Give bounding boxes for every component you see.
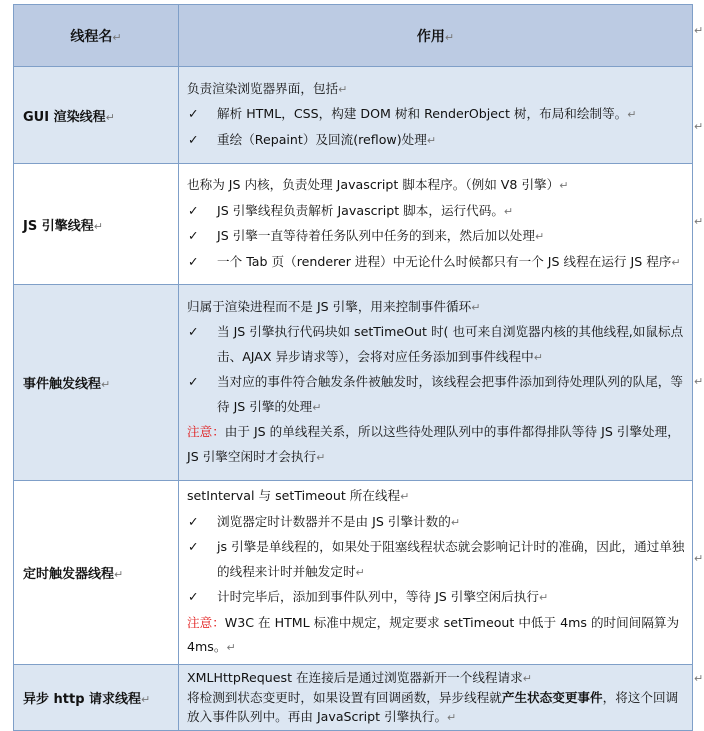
check-icon: ✓	[188, 106, 199, 122]
bullet-text	[217, 102, 686, 128]
thread-role-cell	[179, 481, 693, 665]
paragraph-mark: ↵	[694, 120, 704, 133]
return-mark: ↵	[426, 133, 437, 147]
bullet-text-content: 解析 HTML，CSS，构建 DOM 树和 RenderObject 树，布局和绘制等。	[217, 106, 628, 122]
header-role	[179, 5, 693, 67]
thread-name-cell	[14, 67, 179, 164]
return-mark: ↵	[538, 591, 549, 604]
thread-role-cell	[179, 164, 693, 285]
return-mark: ↵	[559, 179, 569, 192]
bullet-text	[217, 370, 686, 420]
role-line-text: 将检测到状态变更时，如果设置有回调函数，异步线程就	[187, 689, 502, 705]
note-text: 由于 JS 的单线程关系，所以这些待处理队列中的事件都得排队等待 JS 引擎处理，JS 引擎空闲时才会执行	[187, 424, 680, 464]
check-icon: ✓	[188, 253, 199, 269]
thread-role-cell	[179, 285, 693, 481]
paragraph-mark: ↵	[694, 215, 704, 228]
role-intro	[187, 484, 686, 510]
bullet-item	[187, 370, 686, 420]
return-mark: ↵	[101, 378, 111, 391]
thread-name-cell	[14, 481, 179, 665]
bullet-text-content: 当对应的事件符合触发条件被触发时，该线程会把事件添加到待处理队列的队尾，等待 JS 引擎的处理	[217, 374, 683, 414]
check-icon: ✓	[188, 374, 199, 390]
emphasis-text: 产生状态变更事件	[501, 689, 603, 705]
paragraph-mark: ↵	[694, 375, 704, 388]
thread-name: JS 引擎线程	[23, 218, 94, 234]
return-mark: ↵	[316, 450, 326, 464]
role-intro-text: 也称为 JS 内核，负责处理 Javascript 脚本程序。（例如 V8 引擎）	[187, 177, 560, 192]
bullet-text	[217, 510, 686, 536]
return-mark: ↵	[471, 300, 481, 314]
bullet-text-content: JS 引擎线程负责解析 Javascript 脚本，运行代码。	[217, 202, 504, 218]
role-intro	[187, 77, 686, 103]
role-intro	[187, 295, 686, 321]
row-js-engine-thread	[14, 164, 693, 285]
paragraph-mark: ↵	[694, 552, 704, 565]
bullet-text	[217, 199, 686, 225]
bullet-text-content: 计时完毕后，添加到事件队列中，等待 JS 引擎空闲后执行	[217, 589, 539, 604]
check-icon: ✓	[188, 589, 199, 604]
row-gui-render-thread	[14, 67, 693, 164]
thread-role-cell	[179, 67, 693, 164]
paragraph-mark: ↵	[694, 672, 704, 685]
thread-name: 异步 http 请求线程	[23, 691, 142, 707]
row-async-http-thread	[14, 664, 693, 730]
row-event-trigger-thread	[14, 285, 693, 481]
role-intro-text: 归属于渲染进程而不是 JS 引擎，用来控制事件循环	[187, 298, 472, 314]
bullet-text-content: 浏览器定时计数器并不是由 JS 引擎计数的	[217, 513, 451, 529]
return-mark: ↵	[503, 204, 514, 218]
return-mark: ↵	[114, 567, 124, 581]
bullet-text-content: js 引擎是单线程的，如果处于阻塞线程状态就会影响记计时的准确，因此，通过单独的线程来计时并触发定时	[217, 539, 685, 579]
note-label: 注意：	[187, 424, 225, 440]
check-icon: ✓	[188, 202, 199, 218]
role-line-text: XMLHttpRequest 在连接后是通过浏览器新开一个线程请求	[187, 669, 523, 685]
paragraph-mark: ↵	[694, 24, 704, 37]
bullet-text	[217, 585, 686, 611]
bullet-item	[187, 250, 686, 276]
bullet-text-content: 重绘（Repaint）及回流(reflow)处理	[217, 131, 427, 147]
check-icon: ✓	[188, 513, 199, 529]
bullet-text-content: JS 引擎一直等待着任务队列中任务的到来，然后加以处理	[217, 228, 535, 243]
role-line-text: ，将这个回调放入事件队列中。再由 JavaScript 引擎执行。	[187, 689, 679, 724]
check-icon: ✓	[188, 131, 199, 147]
return-mark: ↵	[533, 350, 543, 364]
note-label: 注意：	[187, 614, 225, 630]
return-mark: ↵	[627, 108, 637, 122]
return-mark: ↵	[112, 30, 122, 44]
return-mark: ↵	[400, 490, 410, 503]
role-intro-text: setInterval 与 setTimeout 所在线程	[187, 488, 401, 503]
return-mark: ↵	[450, 515, 461, 529]
note-text: W3C 在 HTML 标准中规定，规定要求 setTimeout 中低于 4ms 的时间间隔算为 4ms。	[187, 614, 680, 654]
bullet-text-content: 一个 Tab 页（renderer 进程）中无论什么时候都只有一个 JS 线程在运行 JS 程序	[217, 253, 672, 269]
role-intro-text: 负责渲染浏览器界面，包括	[187, 80, 339, 96]
row-timer-trigger-thread	[14, 481, 693, 665]
header-row	[14, 5, 693, 67]
bullet-text	[217, 535, 686, 585]
role-line	[187, 668, 686, 688]
header-thread-name-label: 线程名	[70, 28, 113, 45]
thread-name-cell	[14, 164, 179, 285]
check-icon: ✓	[188, 228, 199, 243]
header-role-label: 作用	[416, 28, 445, 45]
return-mark: ↵	[141, 692, 151, 706]
return-mark: ↵	[226, 641, 236, 654]
return-mark: ↵	[93, 219, 103, 233]
thread-table	[13, 4, 693, 731]
bullet-item	[187, 510, 686, 536]
thread-name-cell	[14, 664, 179, 730]
bullet-text-content: 当 JS 引擎执行代码块如 setTimeOut 时( 也可来自浏览器内核的其他线程,如鼠标点击、AJAX 异步请求等），会将对应任务添加到事件线程中	[217, 324, 684, 364]
return-mark: ↵	[444, 30, 455, 44]
return-mark: ↵	[338, 82, 348, 96]
return-mark: ↵	[534, 230, 545, 243]
bullet-item	[187, 535, 686, 585]
bullet-item	[187, 102, 686, 128]
return-mark: ↵	[355, 565, 365, 579]
header-thread-name	[14, 5, 179, 67]
bullet-item	[187, 199, 686, 225]
bullet-item	[187, 224, 686, 250]
return-mark: ↵	[105, 110, 115, 124]
thread-name: 定时触发器线程	[23, 566, 115, 582]
thread-name-cell	[14, 285, 179, 481]
thread-name: 事件触发线程	[23, 377, 102, 392]
thread-name: GUI 渲染线程	[23, 109, 106, 125]
return-mark: ↵	[522, 671, 532, 685]
thread-role-cell	[179, 664, 693, 730]
check-icon: ✓	[188, 324, 199, 340]
check-icon: ✓	[188, 539, 199, 554]
note	[187, 420, 686, 470]
return-mark: ↵	[312, 400, 322, 414]
bullet-item	[187, 128, 686, 154]
role-intro	[187, 173, 686, 199]
return-mark: ↵	[447, 710, 457, 724]
return-mark: ↵	[671, 255, 681, 269]
bullet-text	[217, 128, 686, 154]
role-line	[187, 688, 686, 727]
bullet-text	[217, 320, 686, 370]
note	[187, 611, 686, 661]
bullet-item	[187, 320, 686, 370]
bullet-text	[217, 250, 686, 276]
bullet-item	[187, 585, 686, 611]
bullet-text	[217, 224, 686, 250]
